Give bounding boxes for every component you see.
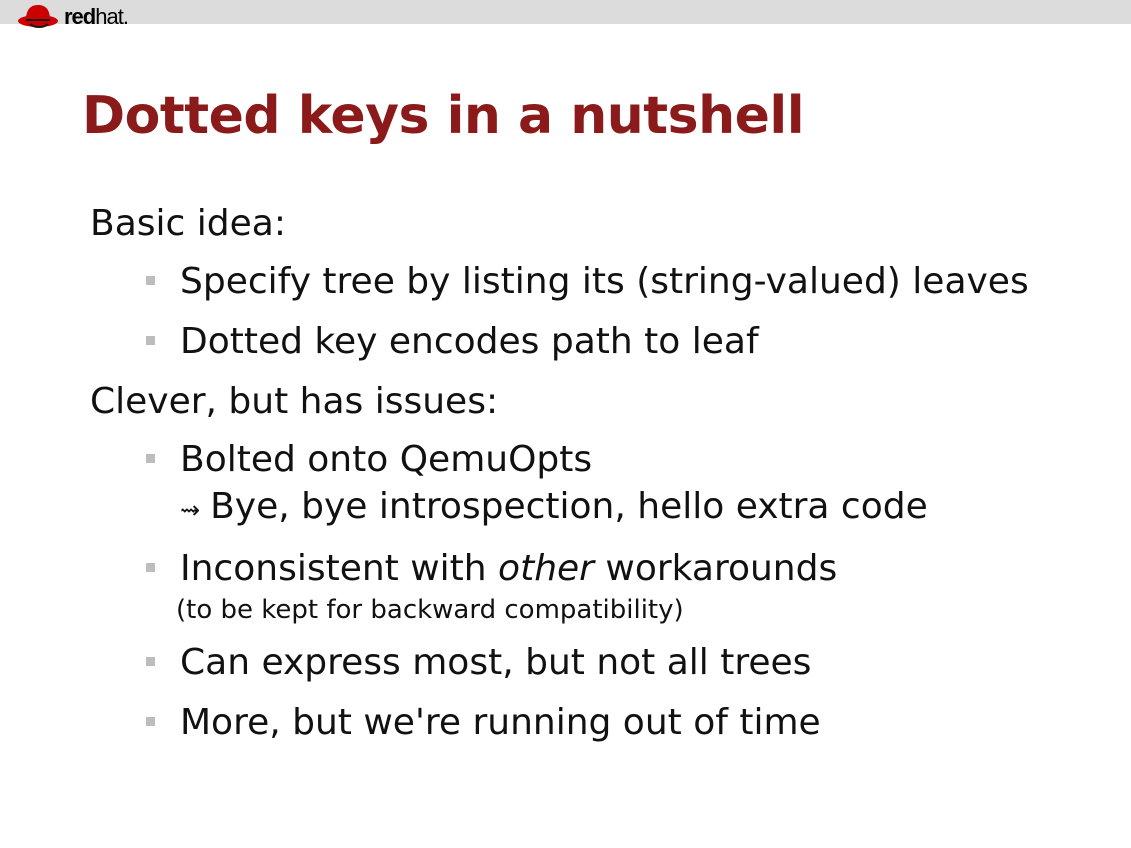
subline-text: Bye, bye introspection, hello extra code [210,486,928,527]
redhat-wordmark: redhat. [64,4,128,29]
squiggly-arrow-icon: ⇝ [180,496,201,524]
list-item [146,639,1110,687]
list-item-text: Dotted key encodes path to leaf [180,321,759,362]
issues-list [90,436,1110,747]
list-item-text: Inconsistent with other workarounds [180,548,838,589]
section-heading-issues: Clever, but has issues: [90,381,499,422]
redhat-logo [16,2,128,30]
redhat-hat-icon [16,2,60,30]
bullet-square-icon [146,454,155,463]
bullet-square-icon [146,336,155,345]
list-item-note: (to be kept for backward compatibility) [176,595,684,625]
bullet-square-icon [146,563,155,572]
list-item [146,699,1110,747]
slide-body [90,200,1110,759]
list-item [146,258,1110,306]
slide-title: Dotted keys in a nutshell [82,86,805,146]
list-item [146,318,1110,366]
basic-idea-list [90,258,1110,366]
section-heading-basic-idea: Basic idea: [90,203,286,244]
list-item-text: Specify tree by listing its (string-valued) leaves [180,261,1029,302]
list-item-text: More, but we're running out of time [180,702,821,743]
list-item-text: Can express most, but not all trees [180,642,812,683]
list-item-subline [180,484,1110,533]
top-bar [0,0,1131,24]
emphasis-text: other [498,548,594,589]
bullet-square-icon [146,276,155,285]
list-item [146,436,1110,533]
bullet-square-icon [146,657,155,666]
list-item-text: Bolted onto QemuOpts [180,439,593,480]
bullet-square-icon [146,717,155,726]
list-item [146,545,1110,627]
